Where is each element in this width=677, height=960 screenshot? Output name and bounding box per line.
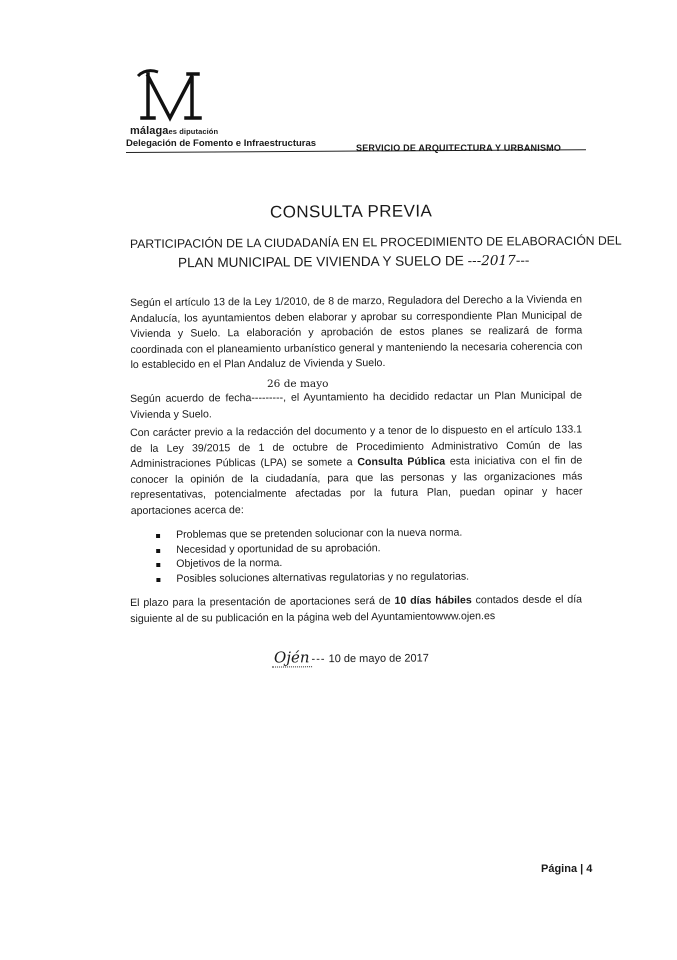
plazo-before: El plazo para la presentación de aportaciones será de [130,594,395,609]
consulta-bold: Consulta Pública [357,455,446,469]
subtitle-line-1: PARTICIPACIÓN DE LA CIUDADANÍA EN EL PROCEDIMIENTO DE ELABORACIÓN DEL [129,233,622,251]
subtitle-plan: PLAN MUNICIPAL DE VIVIENDA Y SUELO DE [177,253,464,271]
brand-name [130,125,218,137]
logo-m-icon [134,66,214,124]
servicio-label: SERVICIO DE ARQUITECTURA Y URBANISMO [356,143,562,153]
document-title: CONSULTA PREVIA [269,201,433,222]
signature-date: 10 de mayo de 2017 [328,652,429,666]
paragraph-plazo [130,592,582,627]
web-address: www.ojen.es [435,609,496,623]
acuerdo-dashes: --------- [251,391,284,405]
year-handwritten: 2017 [481,252,516,270]
diputacion-logo [134,66,214,124]
brand-small: es diputación [168,127,219,136]
plazo-middle: contados desde el día siguiente al de su publicación en la página web del Ayuntamiento [130,593,583,625]
place-date-line [272,647,429,666]
list-item: Objetivos de la norma. [156,555,469,572]
list-item: Problemas que se pretenden solucionar con la nueva norma. [156,526,469,543]
plazo-bold: 10 días hábiles [394,594,472,607]
consulta-after: esta iniciativa con el fin de conocer la opinión de la ciudadanía, para que las personas y las organizaciones más representativas, potencialmente afectadas por la futura Plan, puedan opinar y hacer aportaciones acerca de: [130,454,583,517]
subtitle-line-2 [178,253,530,271]
year-dashes-before: --- [467,253,482,269]
consulta-before: Con carácter previo a la redacción del documento y a tenor de lo dispuesto en el artículo 133.1 de la Ley 39/2015 de 1 de octubre de Procedimiento Administrativo Común de las Administraciones Públicas (LPA) se somete a [130,423,583,471]
fecha-handwritten: 26 de mayo [267,378,329,390]
year-dashes-after: --- [515,252,530,268]
brand-main: málaga [130,125,169,137]
acuerdo-after: , el Ayuntamiento ha decidido redactar un Plan Municipal de Vivienda y Suelo. [130,389,583,421]
page-number: Página | 4 [541,863,593,875]
acuerdo-before: Según acuerdo de fecha [130,392,252,405]
list-item: Necesidad y oportunidad de su aprobación. [156,540,469,557]
list-item: Posibles soluciones alternativas regulatorias y no regulatorias. [156,569,469,586]
paragraph-acuerdo [130,388,582,423]
place-dots: --- [311,653,326,666]
place-handwritten: Ojén [272,648,312,667]
delegacion-label: Delegación de Fomento e Infraestructuras [126,138,317,149]
paragraph-ley: Según el artículo 13 de la Ley 1/2010, de 8 de marzo, Reguladora del Derecho a la Vivienda en Andalucía, los ayuntamientos deben elaborar y aprobar su correspondiente Plan Municipal de Vivienda y Suelo. La elaboración y aprobación de estos planes se realizará de forma coordinada con el planeamiento urbanístico general y manteniendo la necesaria coherencia con lo establecido en el Plan Andaluz de Vivienda y Suelo. [130,293,583,372]
paragraph-consulta [130,422,583,519]
topics-list [156,526,469,587]
